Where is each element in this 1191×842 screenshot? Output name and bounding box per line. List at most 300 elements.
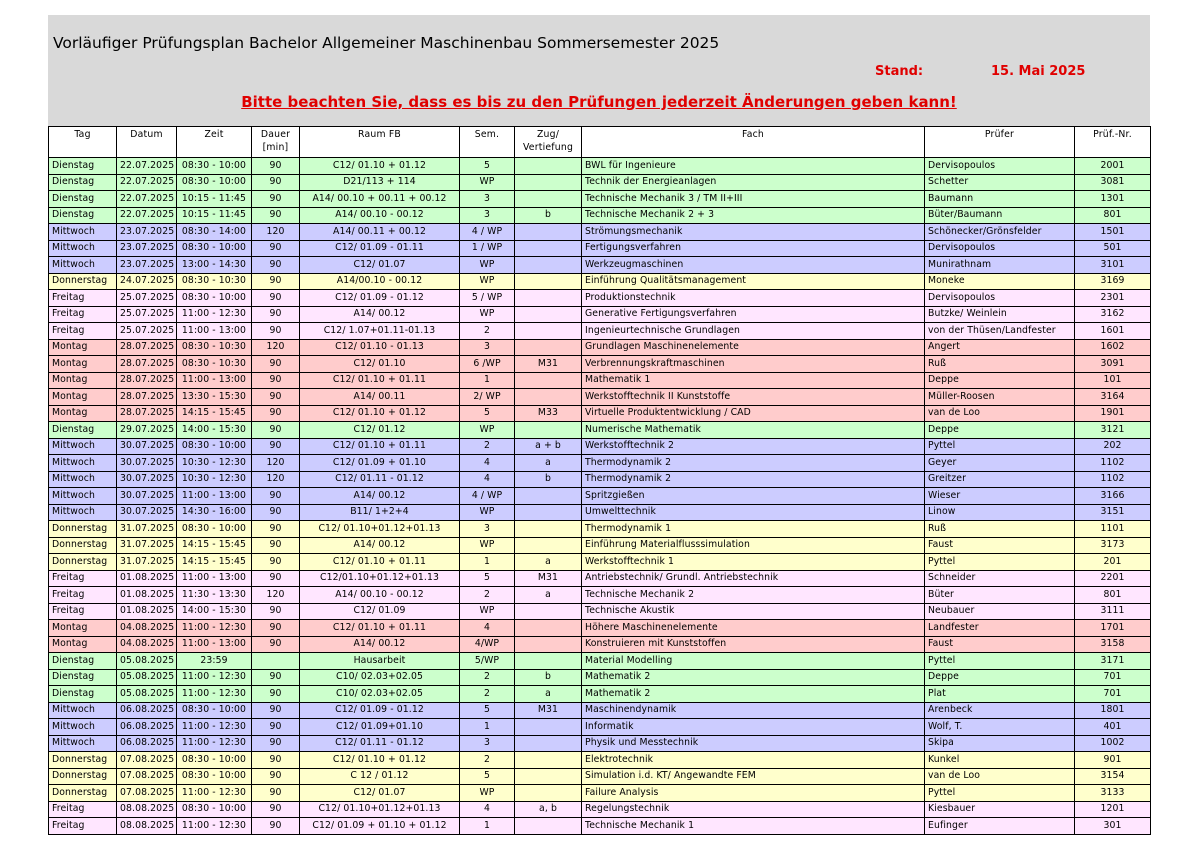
cell-datum: 28.07.2025 [117, 405, 177, 422]
col-header-fach: Fach [582, 127, 925, 158]
cell-pruef-nr: 901 [1075, 752, 1151, 769]
cell-zeit: 14:30 - 16:00 [177, 504, 252, 521]
cell-sem: 3 [460, 339, 515, 356]
cell-dauer: 90 [252, 372, 300, 389]
cell-zug [515, 224, 582, 241]
cell-sem: 5/WP [460, 653, 515, 670]
cell-dauer: 90 [252, 570, 300, 587]
cell-fach: Thermodynamik 1 [582, 521, 925, 538]
cell-dauer: 90 [252, 257, 300, 274]
cell-zeit: 08:30 - 10:00 [177, 768, 252, 785]
cell-fach: Antriebstechnik/ Grundl. Antriebstechnik [582, 570, 925, 587]
cell-fach: BWL für Ingenieure [582, 158, 925, 175]
cell-tag: Montag [49, 372, 117, 389]
cell-zug [515, 620, 582, 637]
table-header-row [49, 127, 1151, 158]
cell-fach: Produktionstechnik [582, 290, 925, 307]
cell-pruefer: van de Loo [925, 405, 1075, 422]
cell-tag: Mittwoch [49, 735, 117, 752]
cell-pruefer: Büter [925, 587, 1075, 604]
cell-raum: A14/ 00.12 [300, 306, 460, 323]
cell-zeit: 08:30 - 10:30 [177, 356, 252, 373]
cell-datum: 07.08.2025 [117, 752, 177, 769]
cell-raum: C10/ 02.03+02.05 [300, 669, 460, 686]
cell-datum: 23.07.2025 [117, 257, 177, 274]
cell-dauer: 90 [252, 207, 300, 224]
cell-sem: 5 [460, 570, 515, 587]
cell-pruef-nr: 2001 [1075, 158, 1151, 175]
cell-raum: C 12 / 01.12 [300, 768, 460, 785]
cell-tag: Dienstag [49, 686, 117, 703]
cell-datum: 22.07.2025 [117, 191, 177, 208]
cell-pruef-nr: 3111 [1075, 603, 1151, 620]
cell-zug [515, 422, 582, 439]
cell-pruefer: Moneke [925, 273, 1075, 290]
cell-tag: Mittwoch [49, 504, 117, 521]
cell-pruefer: Geyer [925, 455, 1075, 472]
table-row [49, 323, 1151, 340]
table-row [49, 504, 1151, 521]
cell-zeit: 11:00 - 12:30 [177, 785, 252, 802]
cell-fach: Thermodynamik 2 [582, 455, 925, 472]
cell-zug: a [515, 554, 582, 571]
cell-dauer: 90 [252, 801, 300, 818]
cell-tag: Donnerstag [49, 521, 117, 538]
cell-dauer: 90 [252, 290, 300, 307]
cell-dauer: 120 [252, 339, 300, 356]
cell-dauer: 120 [252, 587, 300, 604]
cell-fach: Thermodynamik 2 [582, 471, 925, 488]
cell-pruefer: Faust [925, 636, 1075, 653]
cell-zeit: 11:00 - 13:00 [177, 323, 252, 340]
cell-raum: C12/ 01.09 - 01.11 [300, 240, 460, 257]
cell-sem: 2 [460, 669, 515, 686]
cell-datum: 25.07.2025 [117, 306, 177, 323]
cell-tag: Donnerstag [49, 537, 117, 554]
cell-tag: Mittwoch [49, 455, 117, 472]
cell-zug [515, 174, 582, 191]
cell-zeit: 08:30 - 10:00 [177, 290, 252, 307]
cell-dauer: 90 [252, 818, 300, 835]
cell-pruefer: Eufinger [925, 818, 1075, 835]
stand-label: Stand: [875, 64, 924, 79]
cell-zeit: 11:30 - 13:30 [177, 587, 252, 604]
cell-datum: 06.08.2025 [117, 702, 177, 719]
cell-tag: Freitag [49, 306, 117, 323]
table-row [49, 158, 1151, 175]
table-row [49, 669, 1151, 686]
cell-fach: Grundlagen Maschinenelemente [582, 339, 925, 356]
cell-zeit: 08:30 - 10:00 [177, 438, 252, 455]
cell-sem: WP [460, 174, 515, 191]
cell-pruef-nr: 501 [1075, 240, 1151, 257]
cell-datum: 30.07.2025 [117, 504, 177, 521]
cell-datum: 22.07.2025 [117, 174, 177, 191]
cell-pruefer: Büter/Baumann [925, 207, 1075, 224]
cell-zug [515, 158, 582, 175]
cell-fach: Numerische Mathematik [582, 422, 925, 439]
cell-tag: Donnerstag [49, 752, 117, 769]
cell-sem: 2 [460, 587, 515, 604]
cell-zeit: 11:00 - 12:30 [177, 818, 252, 835]
cell-zeit: 11:00 - 13:00 [177, 636, 252, 653]
cell-zug: M31 [515, 570, 582, 587]
cell-fach: Simulation i.d. KT/ Angewandte FEM [582, 768, 925, 785]
cell-datum: 08.08.2025 [117, 818, 177, 835]
cell-raum: C12/ 01.09 + 01.10 [300, 455, 460, 472]
cell-pruefer: Deppe [925, 669, 1075, 686]
cell-pruefer: Dervisopoulos [925, 240, 1075, 257]
change-warning: Bitte beachten Sie, dass es bis zu den Prüfungen jederzeit Änderungen geben kann! [241, 93, 957, 111]
cell-sem: 3 [460, 735, 515, 752]
cell-raum: C10/ 02.03+02.05 [300, 686, 460, 703]
cell-pruefer: van de Loo [925, 768, 1075, 785]
cell-dauer: 120 [252, 224, 300, 241]
cell-sem: 3 [460, 191, 515, 208]
cell-dauer: 90 [252, 504, 300, 521]
cell-tag: Donnerstag [49, 273, 117, 290]
cell-pruef-nr: 1501 [1075, 224, 1151, 241]
cell-zug: a [515, 686, 582, 703]
cell-tag: Mittwoch [49, 719, 117, 736]
cell-raum: A14/ 00.12 [300, 537, 460, 554]
cell-raum: C12/ 01.10 [300, 356, 460, 373]
cell-zeit: 14:15 - 15:45 [177, 554, 252, 571]
col-header-tag: Tag [49, 127, 117, 158]
cell-raum: A14/ 00.10 - 00.12 [300, 587, 460, 604]
cell-zeit: 11:00 - 12:30 [177, 719, 252, 736]
cell-raum: C12/ 01.09 - 01.12 [300, 702, 460, 719]
cell-datum: 04.08.2025 [117, 636, 177, 653]
cell-zug: a [515, 587, 582, 604]
table-row [49, 290, 1151, 307]
cell-sem: 3 [460, 521, 515, 538]
cell-zug: M31 [515, 356, 582, 373]
cell-pruefer: Schönecker/Grönsfelder [925, 224, 1075, 241]
cell-tag: Freitag [49, 587, 117, 604]
cell-pruefer: von der Thüsen/Landfester [925, 323, 1075, 340]
table-row [49, 521, 1151, 538]
cell-zeit: 08:30 - 10:00 [177, 158, 252, 175]
cell-dauer: 90 [252, 636, 300, 653]
table-row [49, 372, 1151, 389]
cell-sem: 4 / WP [460, 488, 515, 505]
cell-pruefer: Wieser [925, 488, 1075, 505]
cell-raum: C12/ 01.07 [300, 257, 460, 274]
cell-zeit: 11:00 - 13:00 [177, 372, 252, 389]
cell-datum: 01.08.2025 [117, 603, 177, 620]
cell-raum: C12/ 01.10 + 01.11 [300, 372, 460, 389]
cell-sem: 1 [460, 818, 515, 835]
cell-zeit: 08:30 - 14:00 [177, 224, 252, 241]
cell-dauer: 90 [252, 768, 300, 785]
cell-sem: 1 / WP [460, 240, 515, 257]
cell-zeit: 14:00 - 15:30 [177, 422, 252, 439]
col-header-datum: Datum [117, 127, 177, 158]
cell-zug [515, 372, 582, 389]
cell-pruef-nr: 401 [1075, 719, 1151, 736]
cell-raum: C12/ 01.11 - 01.12 [300, 471, 460, 488]
cell-tag: Freitag [49, 570, 117, 587]
cell-sem: WP [460, 537, 515, 554]
cell-pruef-nr: 201 [1075, 554, 1151, 571]
cell-zug: b [515, 471, 582, 488]
cell-fach: Werkstofftechnik 2 [582, 438, 925, 455]
cell-zeit: 08:30 - 10:00 [177, 174, 252, 191]
cell-raum: B11/ 1+2+4 [300, 504, 460, 521]
cell-dauer: 90 [252, 306, 300, 323]
cell-tag: Mittwoch [49, 438, 117, 455]
cell-datum: 05.08.2025 [117, 669, 177, 686]
cell-pruefer: Neubauer [925, 603, 1075, 620]
cell-zug: b [515, 669, 582, 686]
cell-datum: 30.07.2025 [117, 455, 177, 472]
cell-pruef-nr: 1701 [1075, 620, 1151, 637]
table-row [49, 422, 1151, 439]
cell-pruefer: Müller-Roosen [925, 389, 1075, 406]
cell-fach: Technische Mechanik 2 + 3 [582, 207, 925, 224]
cell-sem: 2 [460, 686, 515, 703]
cell-tag: Freitag [49, 323, 117, 340]
cell-zug: a, b [515, 801, 582, 818]
cell-zeit: 10:15 - 11:45 [177, 207, 252, 224]
cell-sem: 4/WP [460, 636, 515, 653]
stand-date: 15. Mai 2025 [991, 64, 1086, 79]
cell-datum: 31.07.2025 [117, 521, 177, 538]
cell-datum: 23.07.2025 [117, 240, 177, 257]
cell-datum: 28.07.2025 [117, 339, 177, 356]
cell-datum: 28.07.2025 [117, 372, 177, 389]
cell-pruef-nr: 101 [1075, 372, 1151, 389]
cell-pruef-nr: 3154 [1075, 768, 1151, 785]
cell-pruef-nr: 3173 [1075, 537, 1151, 554]
cell-raum: C12/ 01.11 - 01.12 [300, 735, 460, 752]
table-row [49, 273, 1151, 290]
table-row [49, 191, 1151, 208]
cell-sem: 4 [460, 455, 515, 472]
cell-raum: C12/ 01.09 [300, 603, 460, 620]
table-row [49, 257, 1151, 274]
col-header-sem: Sem. [460, 127, 515, 158]
cell-zug [515, 488, 582, 505]
cell-dauer: 90 [252, 191, 300, 208]
col-header-pruef-nr: Prüf.-Nr. [1075, 127, 1151, 158]
col-header-dauer: Dauer [min] [252, 127, 300, 158]
cell-zeit: 10:15 - 11:45 [177, 191, 252, 208]
cell-datum: 25.07.2025 [117, 290, 177, 307]
cell-dauer: 90 [252, 174, 300, 191]
cell-zug: M31 [515, 702, 582, 719]
cell-datum: 31.07.2025 [117, 537, 177, 554]
cell-raum: C12/ 01.12 [300, 422, 460, 439]
cell-tag: Mittwoch [49, 471, 117, 488]
cell-sem: 4 [460, 801, 515, 818]
cell-zug [515, 389, 582, 406]
cell-datum: 22.07.2025 [117, 207, 177, 224]
cell-fach: Verbrennungskraftmaschinen [582, 356, 925, 373]
cell-dauer: 90 [252, 405, 300, 422]
cell-pruefer: Wolf, T. [925, 719, 1075, 736]
cell-dauer: 90 [252, 735, 300, 752]
cell-zug [515, 752, 582, 769]
cell-pruef-nr: 801 [1075, 207, 1151, 224]
cell-tag: Montag [49, 389, 117, 406]
cell-tag: Freitag [49, 603, 117, 620]
table-row [49, 389, 1151, 406]
cell-zeit: 08:30 - 10:00 [177, 702, 252, 719]
cell-datum: 22.07.2025 [117, 158, 177, 175]
page-title: Vorläufiger Prüfungsplan Bachelor Allgemeiner Maschinenbau Sommersemester 2025 [53, 34, 720, 52]
cell-tag: Freitag [49, 801, 117, 818]
cell-raum: C12/ 01.09 - 01.12 [300, 290, 460, 307]
table-row [49, 587, 1151, 604]
cell-sem: 2 [460, 752, 515, 769]
cell-pruef-nr: 3169 [1075, 273, 1151, 290]
cell-tag: Montag [49, 356, 117, 373]
cell-dauer: 90 [252, 785, 300, 802]
cell-pruef-nr: 3158 [1075, 636, 1151, 653]
cell-datum: 07.08.2025 [117, 785, 177, 802]
col-header-zug: Zug/ Vertiefung [515, 127, 582, 158]
cell-zug [515, 719, 582, 736]
cell-sem: WP [460, 306, 515, 323]
cell-raum: A14/ 00.11 [300, 389, 460, 406]
table-row [49, 818, 1151, 835]
header-banner [48, 15, 1150, 126]
cell-datum: 06.08.2025 [117, 719, 177, 736]
table-row [49, 785, 1151, 802]
cell-dauer: 90 [252, 752, 300, 769]
table-row [49, 405, 1151, 422]
table-row [49, 306, 1151, 323]
table-row [49, 537, 1151, 554]
cell-pruef-nr: 701 [1075, 669, 1151, 686]
cell-fach: Einführung Materialflusssimulation [582, 537, 925, 554]
cell-sem: 1 [460, 554, 515, 571]
cell-zeit: 11:00 - 13:00 [177, 488, 252, 505]
cell-raum: C12/ 01.10 + 01.12 [300, 752, 460, 769]
cell-fach: Technische Mechanik 1 [582, 818, 925, 835]
table-row [49, 455, 1151, 472]
cell-fach: Informatik [582, 719, 925, 736]
cell-sem: 5 [460, 768, 515, 785]
cell-zug [515, 290, 582, 307]
cell-tag: Dienstag [49, 158, 117, 175]
table-row [49, 438, 1151, 455]
cell-raum: A14/00.10 - 00.12 [300, 273, 460, 290]
cell-zeit: 08:30 - 10:00 [177, 521, 252, 538]
cell-pruef-nr: 1901 [1075, 405, 1151, 422]
cell-datum: 28.07.2025 [117, 356, 177, 373]
cell-fach: Ingenieurtechnische Grundlagen [582, 323, 925, 340]
cell-pruef-nr: 1101 [1075, 521, 1151, 538]
cell-datum: 06.08.2025 [117, 735, 177, 752]
cell-fach: Werkstofftechnik II Kunststoffe [582, 389, 925, 406]
cell-raum: C12/ 01.10 + 01.11 [300, 620, 460, 637]
cell-fach: Technik der Energieanlagen [582, 174, 925, 191]
cell-pruef-nr: 3121 [1075, 422, 1151, 439]
cell-fach: Spritzgießen [582, 488, 925, 505]
cell-zug [515, 306, 582, 323]
cell-dauer: 90 [252, 686, 300, 703]
cell-tag: Mittwoch [49, 488, 117, 505]
cell-fach: Mathematik 1 [582, 372, 925, 389]
cell-datum: 01.08.2025 [117, 587, 177, 604]
cell-zug: b [515, 207, 582, 224]
cell-zeit: 08:30 - 10:30 [177, 339, 252, 356]
cell-zeit: 11:00 - 12:30 [177, 669, 252, 686]
cell-tag: Dienstag [49, 174, 117, 191]
cell-raum: C12/ 01.10 + 01.11 [300, 554, 460, 571]
cell-pruefer: Plat [925, 686, 1075, 703]
cell-pruefer: Dervisopoulos [925, 290, 1075, 307]
table-row [49, 224, 1151, 241]
cell-zeit: 08:30 - 10:00 [177, 801, 252, 818]
cell-pruef-nr: 3091 [1075, 356, 1151, 373]
cell-datum: 05.08.2025 [117, 653, 177, 670]
cell-dauer: 90 [252, 422, 300, 439]
cell-tag: Mittwoch [49, 224, 117, 241]
table-row [49, 554, 1151, 571]
cell-zug [515, 768, 582, 785]
cell-pruef-nr: 2301 [1075, 290, 1151, 307]
table-row [49, 339, 1151, 356]
cell-pruefer: Deppe [925, 372, 1075, 389]
cell-pruefer: Dervisopoulos [925, 158, 1075, 175]
cell-dauer: 90 [252, 702, 300, 719]
cell-zug [515, 785, 582, 802]
cell-pruef-nr: 3171 [1075, 653, 1151, 670]
table-row [49, 702, 1151, 719]
cell-sem: 4 [460, 620, 515, 637]
cell-zeit: 14:15 - 15:45 [177, 537, 252, 554]
cell-zug: a + b [515, 438, 582, 455]
cell-zeit: 10:30 - 12:30 [177, 455, 252, 472]
cell-fach: Konstruieren mit Kunststoffen [582, 636, 925, 653]
cell-zeit: 13:30 - 15:30 [177, 389, 252, 406]
cell-pruef-nr: 1102 [1075, 455, 1151, 472]
cell-pruef-nr: 202 [1075, 438, 1151, 455]
cell-dauer [252, 653, 300, 670]
table-row [49, 686, 1151, 703]
cell-raum: C12/ 01.10+01.12+01.13 [300, 521, 460, 538]
cell-raum: C12/ 01.07 [300, 785, 460, 802]
table-row [49, 735, 1151, 752]
cell-raum: C12/ 01.10 + 01.12 [300, 158, 460, 175]
cell-pruef-nr: 801 [1075, 587, 1151, 604]
cell-fach: Generative Fertigungsverfahren [582, 306, 925, 323]
cell-tag: Dienstag [49, 653, 117, 670]
cell-sem: WP [460, 785, 515, 802]
table-row [49, 356, 1151, 373]
table-row [49, 620, 1151, 637]
cell-raum: C12/ 01.10+01.12+01.13 [300, 801, 460, 818]
cell-dauer: 90 [252, 537, 300, 554]
cell-tag: Montag [49, 405, 117, 422]
cell-sem: 5 [460, 158, 515, 175]
cell-raum: A14/ 00.12 [300, 636, 460, 653]
table-row [49, 719, 1151, 736]
cell-sem: WP [460, 422, 515, 439]
cell-pruef-nr: 1602 [1075, 339, 1151, 356]
cell-tag: Dienstag [49, 669, 117, 686]
cell-pruef-nr: 1002 [1075, 735, 1151, 752]
cell-zeit: 10:30 - 12:30 [177, 471, 252, 488]
table-row [49, 240, 1151, 257]
table-row [49, 603, 1151, 620]
cell-datum: 07.08.2025 [117, 768, 177, 785]
cell-pruefer: Linow [925, 504, 1075, 521]
